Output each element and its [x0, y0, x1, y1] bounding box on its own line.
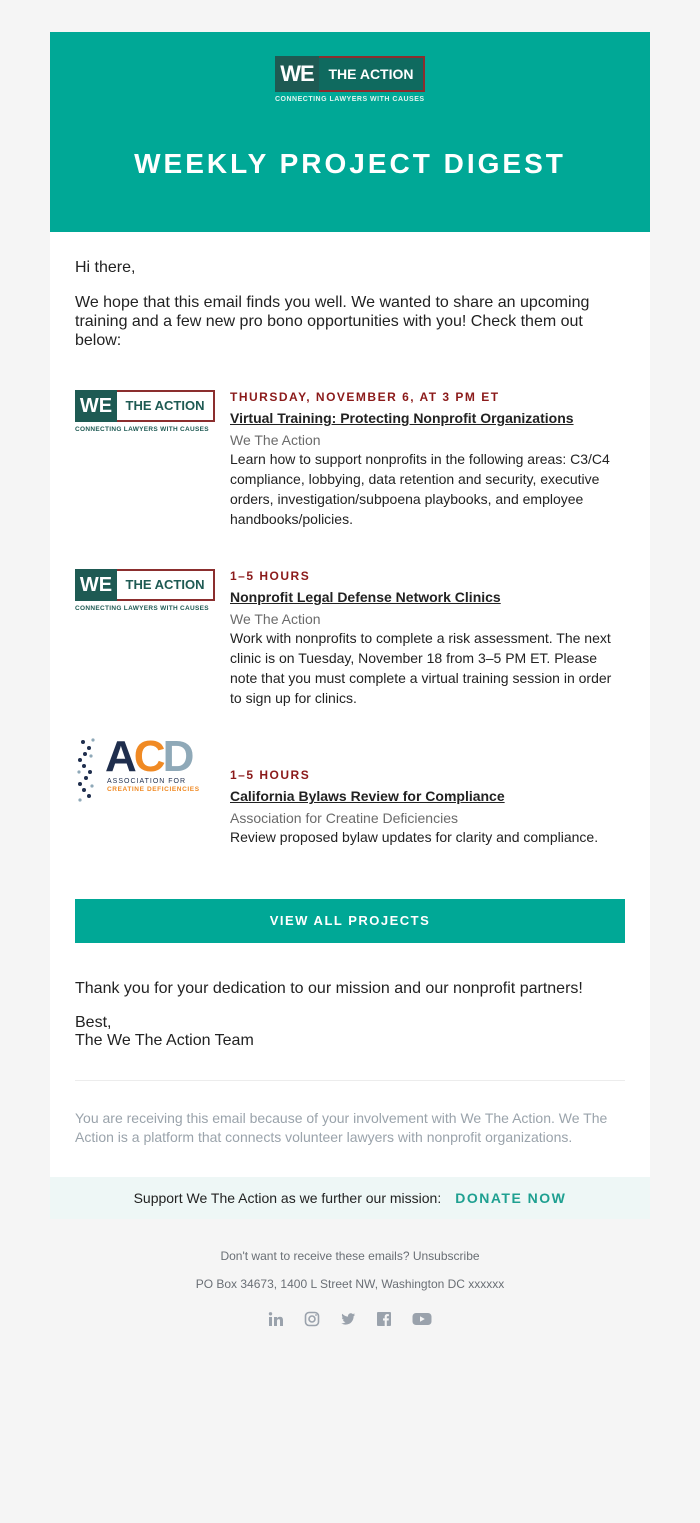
postal-address: PO Box 34673, 1400 L Street NW, Washington DC xxxxxx — [195, 1277, 505, 1291]
unsubscribe-link[interactable]: Don't want to receive these emails? Unsubscribe — [220, 1249, 480, 1263]
project-eyebrow: 1–5 HOURS — [230, 768, 311, 782]
support-bar — [50, 1177, 650, 1219]
notice-text: You are receiving this email because of your involvement with We The Action. We The Action is a platform that connects volunteer lawyers with nonprofit organizations. — [75, 1110, 608, 1145]
project-org: We The Action — [230, 432, 321, 448]
we-the-action-logo — [75, 390, 215, 433]
project-description: Learn how to support nonprofits in the following areas: C3/C4 compliance, lobbying, data retention and security, executive orders, investigation/subpoena playbooks, and employee handbooks/policies. — [230, 451, 610, 527]
project-item — [75, 732, 625, 847]
we-the-action-logo — [75, 569, 215, 612]
logo-action-mark: THE ACTION — [117, 390, 215, 422]
project-org: We The Action — [230, 611, 321, 627]
divider — [75, 1080, 625, 1081]
instagram-icon[interactable] — [304, 1311, 320, 1327]
signoff — [75, 1014, 625, 1050]
signoff-line-1: Best, — [75, 1014, 112, 1031]
linkedin-icon[interactable] — [268, 1311, 284, 1327]
view-all-projects-button[interactable]: VIEW ALL PROJECTS — [75, 899, 625, 943]
acd-tagline-1: ASSOCIATION FOR — [107, 778, 187, 785]
acd-tagline-2: CREATINE DEFICIENCIES — [107, 786, 200, 793]
youtube-icon[interactable] — [412, 1311, 432, 1327]
support-text: Support We The Action as we further our mission: — [133, 1190, 442, 1206]
page-title: WEEKLY PROJECT DIGEST — [134, 148, 566, 179]
project-eyebrow: THURSDAY, NOVEMBER 6, AT 3 PM ET — [230, 390, 500, 404]
donate-now-link[interactable]: DONATE NOW — [455, 1190, 567, 1206]
logo-we-mark: WE — [75, 390, 117, 422]
project-eyebrow: 1–5 HOURS — [230, 569, 311, 583]
email-header — [50, 32, 650, 232]
email-footer — [50, 1219, 650, 1327]
acd-letter-a: A — [105, 732, 134, 781]
project-description: Review proposed bylaw updates for clarity and compliance. — [230, 829, 599, 845]
acd-letter-c: C — [133, 732, 163, 781]
project-title-link[interactable]: Nonprofit Legal Defense Network Clinics — [230, 589, 501, 605]
logo-action-mark: THE ACTION — [117, 569, 215, 601]
project-title-link[interactable]: California Bylaws Review for Compliance — [230, 788, 505, 804]
logo-we-mark: WE — [275, 56, 319, 92]
email-container — [50, 32, 650, 1327]
greeting: Hi there, — [75, 259, 136, 276]
signoff-line-2: The We The Action Team — [75, 1032, 254, 1049]
project-title-link[interactable]: Virtual Training: Protecting Nonprofit Organizations — [230, 410, 574, 426]
social-links — [50, 1311, 650, 1327]
acd-letter-d: D — [162, 732, 192, 781]
logo-action-mark: THE ACTION — [319, 56, 425, 92]
twitter-icon[interactable] — [340, 1311, 356, 1327]
project-item — [75, 376, 625, 529]
project-org: Association for Creatine Deficiencies — [230, 810, 458, 826]
logo-tagline: CONNECTING LAWYERS WITH CAUSES — [75, 605, 209, 612]
logo-tagline: CONNECTING LAWYERS WITH CAUSES — [75, 426, 209, 433]
intro-text: We hope that this email finds you well. We wanted to share an upcoming training and a few new pro bono opportunities with you! Check them out below: — [75, 294, 590, 349]
logo-we-mark: WE — [75, 569, 117, 601]
logo-tagline: CONNECTING LAWYERS WITH CAUSES — [275, 96, 425, 103]
thanks-text: Thank you for your dedication to our mission and our nonprofit partners! — [75, 980, 583, 997]
acd-logo — [75, 732, 215, 816]
facebook-icon[interactable] — [376, 1311, 392, 1327]
project-item — [75, 555, 625, 708]
we-the-action-logo — [275, 56, 425, 103]
project-description: Work with nonprofits to complete a risk assessment. The next clinic is on Tuesday, November 18 from 3–5 PM ET. Please note that you must complete a virtual training session in order to sign up for clinics. — [230, 630, 612, 706]
email-body — [50, 232, 650, 1177]
